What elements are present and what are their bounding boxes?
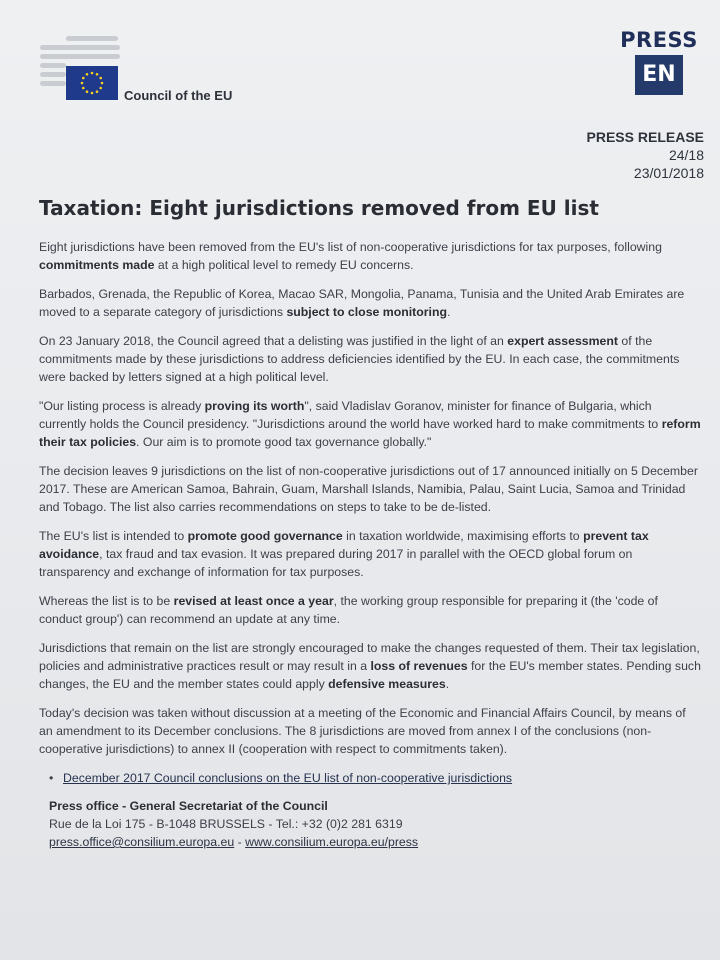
release-number: 24/18	[668, 147, 704, 163]
paragraph-9: Today's decision was taken without discussion at a meeting of the Economic and Financial Affairs Council, by means of an amendment to its December conclusions. The 8 jurisdictions are moved from annex I of the conclusions (non-cooperative jurisdictions) to annex II (cooperation with respect to commitments taken).	[39, 706, 686, 756]
press-language-badge	[614, 28, 704, 95]
paragraph-3: On 23 January 2018, the Council agreed that a delisting was justified in the light of an expert assessment of the commitments made by these jurisdictions to address deficiencies identified by the EU. In each case, the commitments were backed by letters signed at a high political level.	[39, 334, 680, 384]
paragraph-6: The EU's list is intended to promote good governance in taxation worldwide, maximising efforts to prevent tax avoidance, tax fraud and tax evasion. It was prepared during 2017 in parallel with the OECD global forum on transparency and exchange of information for tax purposes.	[39, 529, 649, 579]
conclusions-link-item	[49, 769, 701, 787]
paragraph-1: Eight jurisdictions have been removed from the EU's list of non-cooperative jurisdictions for tax purposes, following commitments made at a high political level to remedy EU concerns.	[39, 240, 662, 272]
press-office-address: Rue de la Loi 175 - B-1048 BRUSSELS - Tel.: +32 (0)2 281 6319	[49, 817, 403, 831]
link-separator: -	[234, 835, 246, 849]
release-meta	[587, 128, 704, 182]
email-link[interactable]: press.office@consilium.europa.eu	[49, 835, 235, 849]
paragraph-8: Jurisdictions that remain on the list are strongly encouraged to make the changes requested of them. Their tax legislation, policies and administrative practices result or may result in a loss of revenues for the EU's member states. Pending such changes, the EU and the member states could apply defensive measures.	[39, 641, 701, 691]
press-office-name: Press office - General Secretariat of the Council	[49, 799, 328, 813]
contact-block	[49, 797, 701, 851]
press-office-links	[49, 833, 701, 851]
release-body	[39, 238, 701, 851]
paragraph-7: Whereas the list is to be revised at least once a year, the working group responsible for preparing it (the 'code of conduct group') can recommend an update at any time.	[39, 594, 658, 626]
conclusions-link[interactable]: December 2017 Council conclusions on the EU list of non-cooperative jurisdictions	[63, 771, 513, 785]
press-label: PRESS	[620, 28, 698, 52]
paragraph-2: Barbados, Grenada, the Republic of Korea, Macao SAR, Mongolia, Panama, Tunisia and the United Arab Emirates are moved to a separate category of jurisdictions subject to close monitoring.	[39, 287, 685, 319]
release-date: 23/01/2018	[633, 165, 704, 181]
language-code-box: EN	[635, 55, 683, 95]
eu-flag-icon	[66, 66, 118, 100]
council-logo	[40, 36, 290, 106]
page-title: Taxation: Eight jurisdictions removed from EU list	[39, 196, 599, 220]
paragraph-5: The decision leaves 9 jurisdictions on the list of non-cooperative jurisdictions out of 17 announced initially on 5 December 2017. These are American Samoa, Bahrain, Guam, Marshall Islands, Namibia, Palau, Saint Lucia, Samoa and Trinidad and Tobago. The list also carries recommendations on steps to take to be de-listed.	[39, 464, 698, 514]
release-label: PRESS RELEASE	[586, 129, 704, 145]
website-link[interactable]: www.consilium.europa.eu/press	[245, 835, 419, 849]
organization-name: Council of the EU	[124, 88, 233, 103]
paragraph-4: "Our listing process is already proving its worth", said Vladislav Goranov, minister for finance of Bulgaria, which currently holds the Council presidency. "Jurisdictions around the world have worked hard to make commitments to reform their tax policies. Our aim is to promote good tax governance globally."	[39, 399, 701, 449]
bullet-icon: •	[49, 771, 54, 785]
